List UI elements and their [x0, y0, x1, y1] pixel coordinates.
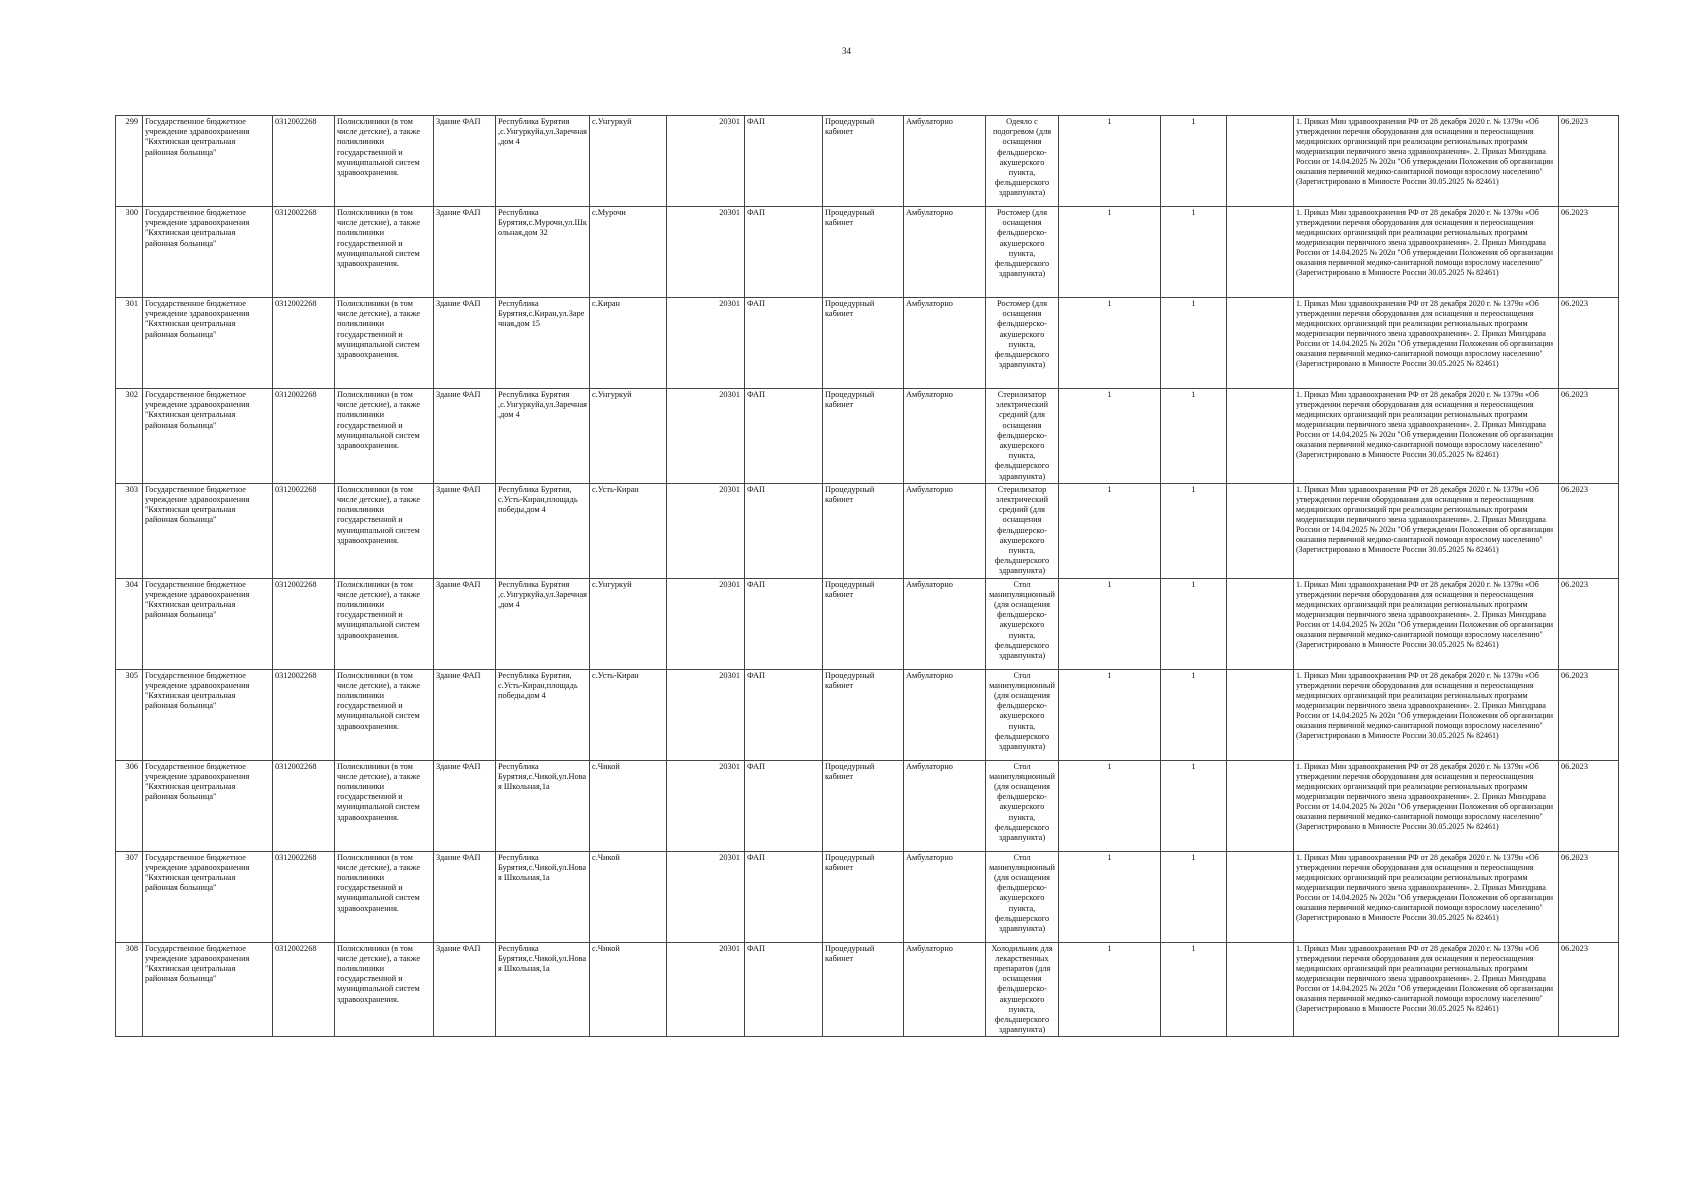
room-cell: Процедурный кабинет [823, 851, 904, 942]
page-number: 34 [842, 46, 851, 56]
address-cell: Республика Бурятия,с.Чикой,ул.Новая Школьная,1а [496, 760, 590, 851]
date-cell: 06.2023 [1559, 116, 1619, 207]
quantity-a-cell: 1 [1059, 483, 1161, 578]
quantity-b-cell: 1 [1161, 851, 1227, 942]
activity-cell: Полисклиники (в том числе детские), а также поликлиники государственной и муниципальной систем здравоохранения. [335, 578, 434, 669]
legal-basis-cell: 1. Приказ Мин здравоохранения РФ от 28 декабря 2020 г. № 1379н «Об утверждении перечня оборудования для оснащения и переоснащения медицинских организаций при реализации региональных программ модернизации первичного звена здравоохранения». 2. Приказ Минздрава России от 14.04.2025 № 202н "Об утверждении Положения об организации оказания первичной медико-санитарной помощи взрослому населению" (Зарегистрировано в Минюсте России 30.05.2025 № 82461) [1294, 207, 1559, 298]
quantity-b-cell: 1 [1161, 298, 1227, 389]
room-cell: Процедурный кабинет [823, 760, 904, 851]
legal-basis-cell: 1. Приказ Мин здравоохранения РФ от 28 декабря 2020 г. № 1379н «Об утверждении перечня оборудования для оснащения и переоснащения медицинских организаций при реализации региональных программ модернизации первичного звена здравоохранения». 2. Приказ Минздрава России от 14.04.2025 № 202н "Об утверждении Положения об организации оказания первичной медико-санитарной помощи взрослому населению" (Зарегистрировано в Минюсте России 30.05.2025 № 82461) [1294, 116, 1559, 207]
mode-cell: Амбулаторно [904, 578, 986, 669]
locality-cell: с.Усть-Киран [590, 669, 667, 760]
room-cell: Процедурный кабинет [823, 483, 904, 578]
inn-cell: 0312002268 [273, 207, 335, 298]
building-cell: Здание ФАП [434, 389, 496, 484]
inn-cell: 0312002268 [273, 298, 335, 389]
row-number: 299 [116, 116, 143, 207]
institution-cell: Государственное бюджетное учреждение здравоохранения "Кяхтинская центральная районная больница" [143, 298, 273, 389]
table-row [116, 851, 1619, 942]
table-row [116, 760, 1619, 851]
date-cell: 06.2023 [1559, 389, 1619, 484]
mode-cell: Амбулаторно [904, 851, 986, 942]
room-cell: Процедурный кабинет [823, 578, 904, 669]
table-row [116, 207, 1619, 298]
table-row [116, 483, 1619, 578]
activity-cell: Полисклиники (в том числе детские), а также поликлиники государственной и муниципальной систем здравоохранения. [335, 207, 434, 298]
locality-cell: с.Усть-Киран [590, 483, 667, 578]
locality-cell: с.Киран [590, 298, 667, 389]
row-number: 307 [116, 851, 143, 942]
date-cell: 06.2023 [1559, 669, 1619, 760]
code-cell: 20301 [667, 851, 745, 942]
row-number: 300 [116, 207, 143, 298]
type-cell: ФАП [745, 207, 823, 298]
code-cell: 20301 [667, 760, 745, 851]
quantity-a-cell: 1 [1059, 851, 1161, 942]
mode-cell: Амбулаторно [904, 669, 986, 760]
activity-cell: Полисклиники (в том числе детские), а также поликлиники государственной и муниципальной систем здравоохранения. [335, 669, 434, 760]
institution-cell: Государственное бюджетное учреждение здравоохранения "Кяхтинская центральная районная больница" [143, 669, 273, 760]
building-cell: Здание ФАП [434, 760, 496, 851]
equipment-cell: Стол манипуляционный (для оснащения фельдшерско-акушерского пункта, фельдшерского здравпункта) [986, 578, 1059, 669]
activity-cell: Полисклиники (в том числе детские), а также поликлиники государственной и муниципальной систем здравоохранения. [335, 851, 434, 942]
address-cell: Республика Бурятия,с.Чикой,ул.Новая Школьная,1а [496, 942, 590, 1037]
building-cell: Здание ФАП [434, 942, 496, 1037]
date-cell: 06.2023 [1559, 578, 1619, 669]
address-cell: Республика Бурятия ,с.Унгуркуйа,ул.Заречная ,дом 4 [496, 389, 590, 484]
legal-basis-cell: 1. Приказ Мин здравоохранения РФ от 28 декабря 2020 г. № 1379н «Об утверждении перечня оборудования для оснащения и переоснащения медицинских организаций при реализации региональных программ модернизации первичного звена здравоохранения». 2. Приказ Минздрава России от 14.04.2025 № 202н "Об утверждении Положения об организации оказания первичной медико-санитарной помощи взрослому населению" (Зарегистрировано в Минюсте России 30.05.2025 № 82461) [1294, 483, 1559, 578]
equipment-cell: Холодильник для лекарственных препаратов (для оснащения фельдшерско-акушерского пункта, фельдшерского здравпункта) [986, 942, 1059, 1037]
equipment-cell: Стерилизатор электрический средний (для оснащения фельдшерско-акушерского пункта, фельдшерского здравпункта) [986, 483, 1059, 578]
date-cell: 06.2023 [1559, 760, 1619, 851]
row-number: 306 [116, 760, 143, 851]
row-number: 304 [116, 578, 143, 669]
address-cell: Республика Бурятия, с.Усть-Киран,площадь победы,дом 4 [496, 669, 590, 760]
quantity-b-cell: 1 [1161, 942, 1227, 1037]
institution-cell: Государственное бюджетное учреждение здравоохранения "Кяхтинская центральная районная больница" [143, 851, 273, 942]
room-cell: Процедурный кабинет [823, 298, 904, 389]
inn-cell: 0312002268 [273, 942, 335, 1037]
equipment-cell: Стол манипуляционный (для оснащения фельдшерско-акушерского пункта, фельдшерского здравпункта) [986, 851, 1059, 942]
table-row [116, 389, 1619, 484]
type-cell: ФАП [745, 669, 823, 760]
empty-cell [1227, 760, 1294, 851]
quantity-b-cell: 1 [1161, 207, 1227, 298]
code-cell: 20301 [667, 116, 745, 207]
code-cell: 20301 [667, 389, 745, 484]
table-row [116, 942, 1619, 1037]
table-row [116, 116, 1619, 207]
inn-cell: 0312002268 [273, 851, 335, 942]
mode-cell: Амбулаторно [904, 207, 986, 298]
locality-cell: с.Чикой [590, 851, 667, 942]
quantity-b-cell: 1 [1161, 389, 1227, 484]
mode-cell: Амбулаторно [904, 389, 986, 484]
inn-cell: 0312002268 [273, 669, 335, 760]
quantity-a-cell: 1 [1059, 760, 1161, 851]
locality-cell: с.Унгуркуй [590, 389, 667, 484]
activity-cell: Полисклиники (в том числе детские), а также поликлиники государственной и муниципальной систем здравоохранения. [335, 942, 434, 1037]
code-cell: 20301 [667, 669, 745, 760]
quantity-b-cell: 1 [1161, 669, 1227, 760]
quantity-b-cell: 1 [1161, 483, 1227, 578]
inn-cell: 0312002268 [273, 116, 335, 207]
quantity-a-cell: 1 [1059, 389, 1161, 484]
table-row [116, 669, 1619, 760]
activity-cell: Полисклиники (в том числе детские), а также поликлиники государственной и муниципальной систем здравоохранения. [335, 760, 434, 851]
mode-cell: Амбулаторно [904, 483, 986, 578]
empty-cell [1227, 483, 1294, 578]
legal-basis-cell: 1. Приказ Мин здравоохранения РФ от 28 декабря 2020 г. № 1379н «Об утверждении перечня оборудования для оснащения и переоснащения медицинских организаций при реализации региональных программ модернизации первичного звена здравоохранения». 2. Приказ Минздрава России от 14.04.2025 № 202н "Об утверждении Положения об организации оказания первичной медико-санитарной помощи взрослому населению" (Зарегистрировано в Минюсте России 30.05.2025 № 82461) [1294, 298, 1559, 389]
inn-cell: 0312002268 [273, 760, 335, 851]
empty-cell [1227, 298, 1294, 389]
room-cell: Процедурный кабинет [823, 389, 904, 484]
activity-cell: Полисклиники (в том числе детские), а также поликлиники государственной и муниципальной систем здравоохранения. [335, 116, 434, 207]
empty-cell [1227, 389, 1294, 484]
empty-cell [1227, 851, 1294, 942]
quantity-a-cell: 1 [1059, 942, 1161, 1037]
legal-basis-cell: 1. Приказ Мин здравоохранения РФ от 28 декабря 2020 г. № 1379н «Об утверждении перечня оборудования для оснащения и переоснащения медицинских организаций при реализации региональных программ модернизации первичного звена здравоохранения». 2. Приказ Минздрава России от 14.04.2025 № 202н "Об утверждении Положения об организации оказания первичной медико-санитарной помощи взрослому населению" (Зарегистрировано в Минюсте России 30.05.2025 № 82461) [1294, 669, 1559, 760]
row-number: 302 [116, 389, 143, 484]
type-cell: ФАП [745, 578, 823, 669]
locality-cell: с.Мурочи [590, 207, 667, 298]
address-cell: Республика Бурятия ,с.Унгуркуйа,ул.Заречная ,дом 4 [496, 578, 590, 669]
equipment-table [115, 115, 1619, 1037]
institution-cell: Государственное бюджетное учреждение здравоохранения "Кяхтинская центральная районная больница" [143, 578, 273, 669]
legal-basis-cell: 1. Приказ Мин здравоохранения РФ от 28 декабря 2020 г. № 1379н «Об утверждении перечня оборудования для оснащения и переоснащения медицинских организаций при реализации региональных программ модернизации первичного звена здравоохранения». 2. Приказ Минздрава России от 14.04.2025 № 202н "Об утверждении Положения об организации оказания первичной медико-санитарной помощи взрослому населению" (Зарегистрировано в Минюсте России 30.05.2025 № 82461) [1294, 760, 1559, 851]
code-cell: 20301 [667, 483, 745, 578]
activity-cell: Полисклиники (в том числе детские), а также поликлиники государственной и муниципальной систем здравоохранения. [335, 389, 434, 484]
equipment-cell: Одеяло с подогревом (для оснащения фельдшерско-акушерского пункта, фельдшерского здравпункта) [986, 116, 1059, 207]
equipment-cell: Стерилизатор электрический средний (для оснащения фельдшерско-акушерского пункта, фельдшерского здравпункта) [986, 389, 1059, 484]
type-cell: ФАП [745, 116, 823, 207]
date-cell: 06.2023 [1559, 207, 1619, 298]
address-cell: Республика Бурятия,с.Киран,ул.Заречная,дом 15 [496, 298, 590, 389]
quantity-a-cell: 1 [1059, 669, 1161, 760]
building-cell: Здание ФАП [434, 207, 496, 298]
empty-cell [1227, 116, 1294, 207]
quantity-a-cell: 1 [1059, 578, 1161, 669]
type-cell: ФАП [745, 942, 823, 1037]
type-cell: ФАП [745, 760, 823, 851]
code-cell: 20301 [667, 942, 745, 1037]
table-row [116, 298, 1619, 389]
quantity-a-cell: 1 [1059, 207, 1161, 298]
row-number: 301 [116, 298, 143, 389]
institution-cell: Государственное бюджетное учреждение здравоохранения "Кяхтинская центральная районная больница" [143, 116, 273, 207]
mode-cell: Амбулаторно [904, 298, 986, 389]
empty-cell [1227, 669, 1294, 760]
row-number: 305 [116, 669, 143, 760]
type-cell: ФАП [745, 389, 823, 484]
locality-cell: с.Чикой [590, 760, 667, 851]
building-cell: Здание ФАП [434, 851, 496, 942]
address-cell: Республика Бурятия,с.Мурочи,ул.Школьная,дом 32 [496, 207, 590, 298]
activity-cell: Полисклиники (в том числе детские), а также поликлиники государственной и муниципальной систем здравоохранения. [335, 483, 434, 578]
room-cell: Процедурный кабинет [823, 669, 904, 760]
date-cell: 06.2023 [1559, 298, 1619, 389]
equipment-cell: Ростомер (для оснащения фельдшерско-акушерского пункта, фельдшерского здравпункта) [986, 207, 1059, 298]
code-cell: 20301 [667, 298, 745, 389]
mode-cell: Амбулаторно [904, 942, 986, 1037]
locality-cell: с.Унгуркуй [590, 578, 667, 669]
quantity-a-cell: 1 [1059, 116, 1161, 207]
row-number: 303 [116, 483, 143, 578]
building-cell: Здание ФАП [434, 483, 496, 578]
equipment-cell: Стол манипуляционный (для оснащения фельдшерско-акушерского пункта, фельдшерского здравпункта) [986, 669, 1059, 760]
code-cell: 20301 [667, 578, 745, 669]
date-cell: 06.2023 [1559, 942, 1619, 1037]
row-number: 308 [116, 942, 143, 1037]
legal-basis-cell: 1. Приказ Мин здравоохранения РФ от 28 декабря 2020 г. № 1379н «Об утверждении перечня оборудования для оснащения и переоснащения медицинских организаций при реализации региональных программ модернизации первичного звена здравоохранения». 2. Приказ Минздрава России от 14.04.2025 № 202н "Об утверждении Положения об организации оказания первичной медико-санитарной помощи взрослому населению" (Зарегистрировано в Минюсте России 30.05.2025 № 82461) [1294, 851, 1559, 942]
quantity-b-cell: 1 [1161, 578, 1227, 669]
activity-cell: Полисклиники (в том числе детские), а также поликлиники государственной и муниципальной систем здравоохранения. [335, 298, 434, 389]
building-cell: Здание ФАП [434, 669, 496, 760]
mode-cell: Амбулаторно [904, 760, 986, 851]
empty-cell [1227, 578, 1294, 669]
institution-cell: Государственное бюджетное учреждение здравоохранения "Кяхтинская центральная районная больница" [143, 483, 273, 578]
address-cell: Республика Бурятия,с.Чикой,ул.Новая Школьная,1а [496, 851, 590, 942]
room-cell: Процедурный кабинет [823, 207, 904, 298]
quantity-b-cell: 1 [1161, 116, 1227, 207]
date-cell: 06.2023 [1559, 851, 1619, 942]
legal-basis-cell: 1. Приказ Мин здравоохранения РФ от 28 декабря 2020 г. № 1379н «Об утверждении перечня оборудования для оснащения и переоснащения медицинских организаций при реализации региональных программ модернизации первичного звена здравоохранения». 2. Приказ Минздрава России от 14.04.2025 № 202н "Об утверждении Положения об организации оказания первичной медико-санитарной помощи взрослому населению" (Зарегистрировано в Минюсте России 30.05.2025 № 82461) [1294, 578, 1559, 669]
address-cell: Республика Бурятия, с.Усть-Киран,площадь победы,дом 4 [496, 483, 590, 578]
table-row [116, 578, 1619, 669]
institution-cell: Государственное бюджетное учреждение здравоохранения "Кяхтинская центральная районная больница" [143, 207, 273, 298]
locality-cell: с.Унгуркуй [590, 116, 667, 207]
mode-cell: Амбулаторно [904, 116, 986, 207]
type-cell: ФАП [745, 851, 823, 942]
room-cell: Процедурный кабинет [823, 116, 904, 207]
empty-cell [1227, 942, 1294, 1037]
address-cell: Республика Бурятия ,с.Унгуркуйа,ул.Заречная ,дом 4 [496, 116, 590, 207]
building-cell: Здание ФАП [434, 578, 496, 669]
room-cell: Процедурный кабинет [823, 942, 904, 1037]
legal-basis-cell: 1. Приказ Мин здравоохранения РФ от 28 декабря 2020 г. № 1379н «Об утверждении перечня оборудования для оснащения и переоснащения медицинских организаций при реализации региональных программ модернизации первичного звена здравоохранения». 2. Приказ Минздрава России от 14.04.2025 № 202н "Об утверждении Положения об организации оказания первичной медико-санитарной помощи взрослому населению" (Зарегистрировано в Минюсте России 30.05.2025 № 82461) [1294, 389, 1559, 484]
institution-cell: Государственное бюджетное учреждение здравоохранения "Кяхтинская центральная районная больница" [143, 760, 273, 851]
quantity-a-cell: 1 [1059, 298, 1161, 389]
code-cell: 20301 [667, 207, 745, 298]
type-cell: ФАП [745, 483, 823, 578]
date-cell: 06.2023 [1559, 483, 1619, 578]
empty-cell [1227, 207, 1294, 298]
institution-cell: Государственное бюджетное учреждение здравоохранения "Кяхтинская центральная районная больница" [143, 942, 273, 1037]
inn-cell: 0312002268 [273, 578, 335, 669]
building-cell: Здание ФАП [434, 298, 496, 389]
inn-cell: 0312002268 [273, 389, 335, 484]
quantity-b-cell: 1 [1161, 760, 1227, 851]
legal-basis-cell: 1. Приказ Мин здравоохранения РФ от 28 декабря 2020 г. № 1379н «Об утверждении перечня оборудования для оснащения и переоснащения медицинских организаций при реализации региональных программ модернизации первичного звена здравоохранения». 2. Приказ Минздрава России от 14.04.2025 № 202н "Об утверждении Положения об организации оказания первичной медико-санитарной помощи взрослому населению" (Зарегистрировано в Минюсте России 30.05.2025 № 82461) [1294, 942, 1559, 1037]
type-cell: ФАП [745, 298, 823, 389]
equipment-cell: Стол манипуляционный (для оснащения фельдшерско-акушерского пункта, фельдшерского здравпункта) [986, 760, 1059, 851]
institution-cell: Государственное бюджетное учреждение здравоохранения "Кяхтинская центральная районная больница" [143, 389, 273, 484]
locality-cell: с.Чикой [590, 942, 667, 1037]
building-cell: Здание ФАП [434, 116, 496, 207]
inn-cell: 0312002268 [273, 483, 335, 578]
equipment-cell: Ростомер (для оснащения фельдшерско-акушерского пункта, фельдшерского здравпункта) [986, 298, 1059, 389]
